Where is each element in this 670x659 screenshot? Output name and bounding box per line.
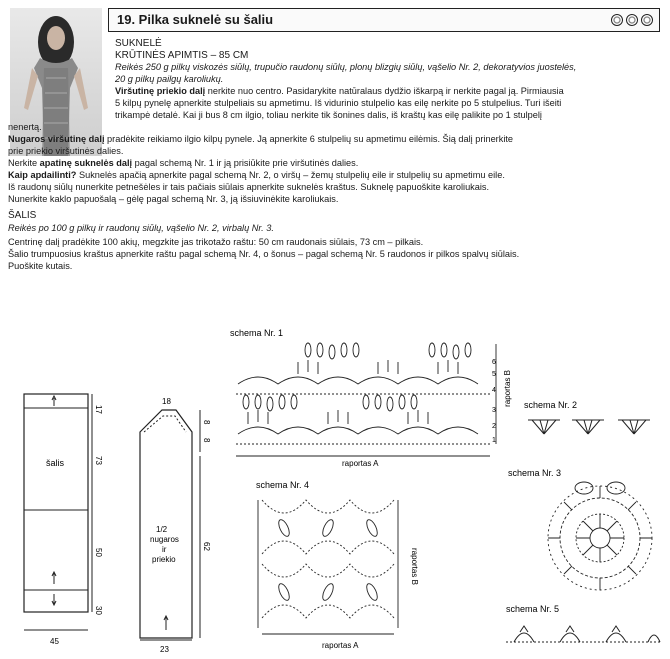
dress-size: KRŪTINĖS APIMTIS – 85 CM — [115, 50, 249, 61]
schema-4-repeat-b: raportas B — [410, 548, 419, 585]
finish-text: Suknelės apačią apnerkite pagal schemą Nr. 2, o viršų – žemų stulpelių eile ir stulpelių su apmetimu eile. — [76, 170, 505, 180]
dim-50: 50 — [94, 548, 103, 557]
lower-pre: Nerkite — [8, 158, 40, 168]
dim-8b: 8 — [202, 438, 211, 443]
row-1: 1 — [492, 437, 496, 444]
finish-line-1 — [8, 170, 505, 182]
lower-post: pagal schemą Nr. 1 ir ją prisiūkite prie viršutinės dalies. — [132, 158, 359, 168]
shawl-heading: ŠALIS — [8, 210, 37, 221]
dim-18: 18 — [162, 397, 171, 406]
row-2: 2 — [492, 423, 496, 430]
finish-line-2: Iš raudonų siūlų nunerkite petnešėles ir tais pačiais siūlais apnerkite suknelės kraštus. Suknelę papuoškite karoliukais. — [8, 182, 490, 192]
upper-front-line-4: nenertą. — [8, 122, 42, 132]
dim-23: 23 — [160, 645, 169, 654]
title-bar — [108, 8, 660, 32]
back-heading: Nugaros viršutinę dalį — [8, 134, 105, 144]
difficulty-rating — [608, 13, 653, 31]
upper-front-text: nerkite nuo centro. Pasidarykite natūralaus dydžio iškarpą ir nerkite pagal ją. Pirmiausia — [205, 86, 564, 96]
row-5: 5 — [492, 371, 496, 378]
schema-2-title: schema Nr. 2 — [524, 400, 578, 410]
upper-front-line-3: trikampė detalė. Kai ji bus 8 cm ilgio, toliau nerkite tik šonines dalis, iš kraštų kas eilę palikite po 1 stulpelį — [115, 110, 542, 120]
dress-materials-1: Reikės 250 g pilkų viskozės siūlų, trupučio raudonų siūlų, plonų blizgių siūlų, vąšelio Nr. 2, dekoratyvios juostelės, — [115, 62, 577, 72]
dim-73: 73 — [94, 456, 103, 465]
shawl-text-3: Puoškite kutais. — [8, 261, 73, 271]
lower-line — [8, 158, 358, 170]
dim-45: 45 — [50, 637, 59, 646]
back-text: pradėkite reikiamo ilgio kilpų pynele. Ją apnerkite 6 stulpelių su apmetimu eilėmis. Šią dalį prinerkite — [104, 134, 514, 144]
back-line-2: prie priekio viršutinės dalies. — [8, 146, 124, 156]
schema-4-repeat-a: raportas A — [322, 641, 359, 650]
dim-62: 62 — [202, 542, 211, 551]
upper-front-heading: Viršutinę priekio dalį — [115, 86, 206, 96]
dim-17: 17 — [94, 405, 103, 414]
schema-4 — [248, 478, 420, 654]
schema-1-title: schema Nr. 1 — [230, 328, 284, 338]
crochet-ball-icon — [611, 14, 623, 26]
crochet-ball-icon — [626, 14, 638, 26]
row-3: 3 — [492, 407, 496, 414]
schema-2 — [520, 398, 666, 444]
schema-3-title: schema Nr. 3 — [508, 468, 562, 478]
piece-label-2: nugaros — [150, 535, 179, 544]
upper-front-line-1 — [115, 86, 564, 98]
schema-3 — [488, 466, 668, 598]
piece-label-1: 1/2 — [156, 525, 168, 534]
shawl-label: šalis — [46, 458, 65, 468]
shawl-text-2: Šalio trumpuosius kraštus apnerkite raštu pagal schemą Nr. 4, o šonus – pagal schemą Nr. 5 raudonos ir pilkos spalvų siūlais. — [8, 249, 520, 259]
piece-label-3: ir — [162, 545, 167, 554]
schema-4-title: schema Nr. 4 — [256, 480, 310, 490]
shawl-materials: Reikės po 100 g pilkų ir raudonų siūlų, vąšelio Nr. 2, virbalų Nr. 3. — [8, 223, 274, 233]
row-6: 6 — [492, 359, 496, 366]
schema-1 — [228, 324, 518, 472]
shawl-text-1: Centrinę dalį pradėkite 100 akių, megzkite jas trikotažo raštu: 50 cm raudonais siūlais, 73 cm – pilkais. — [8, 237, 424, 247]
schema-5 — [500, 602, 666, 654]
dress-materials-2: 20 g pilkų pailgų karoliukų. — [115, 74, 224, 84]
schema-1-repeat-b: raportas B — [503, 370, 512, 407]
page-title: 19. Pilka suknelė su šaliu — [117, 12, 274, 27]
schema-5-title: schema Nr. 5 — [506, 604, 560, 614]
row-4: 4 — [492, 387, 496, 394]
shawl-pattern-diagram — [6, 380, 108, 652]
lower-heading: apatinę suknelės dalį — [39, 158, 133, 168]
finish-heading: Kaip apdailinti? — [8, 170, 77, 180]
back-line-1 — [8, 134, 513, 146]
dim-8a: 8 — [202, 420, 211, 425]
dim-30: 30 — [94, 606, 103, 615]
upper-front-line-2: 5 kilpų pynelę apnerkite stulpeliais su apmetimu. Iš vidurinio stulpelio kas eilę nerkite po 5 stulpelius. Turi išeiti — [115, 98, 562, 108]
finish-line-3: Nunerkite kaklo papuošalą – gėlę pagal schemą Nr. 3, ją išsiuvinėkite karoliukais. — [8, 194, 339, 204]
crochet-ball-icon — [641, 14, 653, 26]
schema-1-repeat-a: raportas A — [342, 459, 379, 468]
piece-label-4: priekio — [152, 555, 176, 564]
dress-pattern-diagram — [130, 392, 222, 654]
dress-heading: SUKNELĖ — [115, 38, 162, 49]
